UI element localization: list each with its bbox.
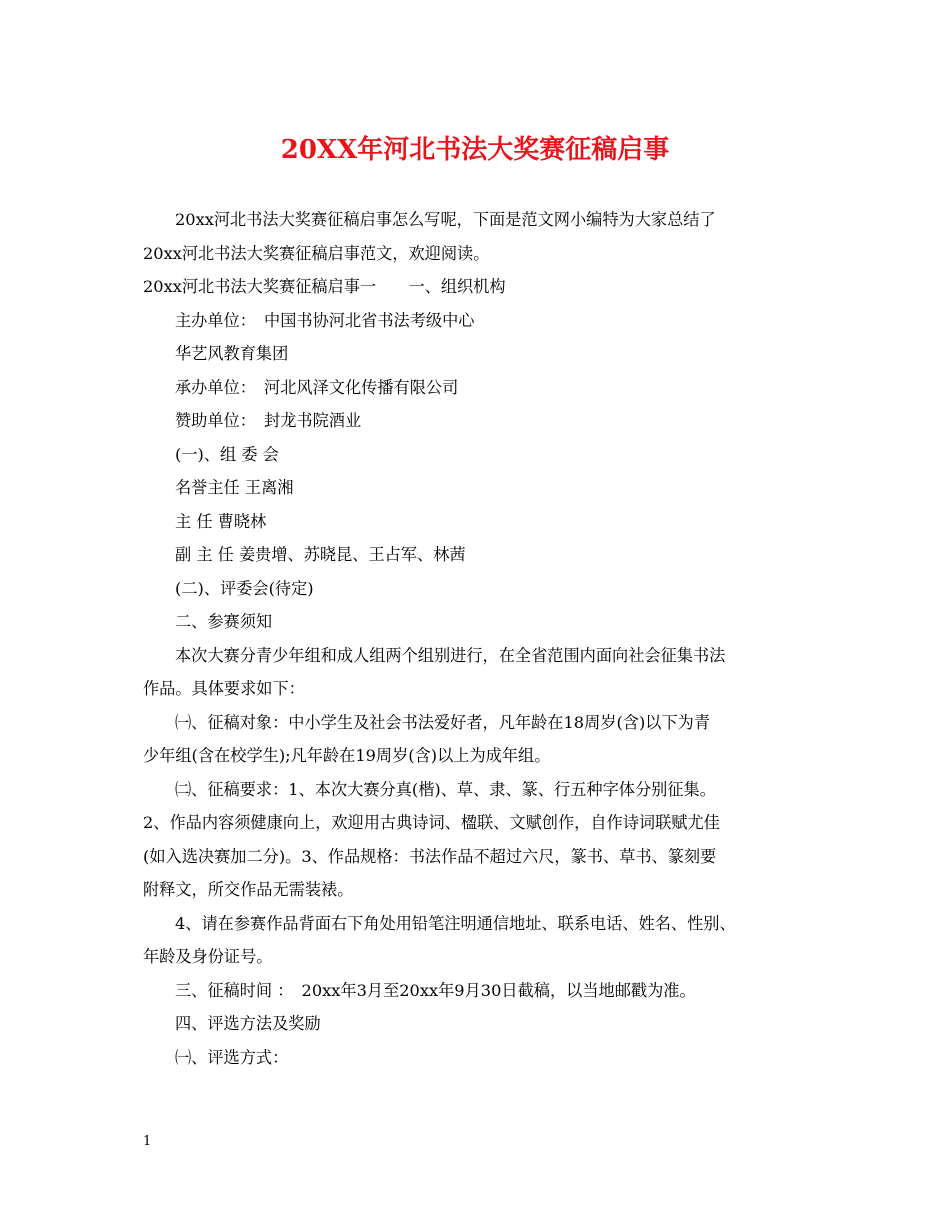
text-line: 作品。具体要求如下： <box>143 679 305 698</box>
text-line: (一)、组 委 会 <box>175 444 279 464</box>
text-line: 20xx河北书法大奖赛征稿启事一 一、组织机构 <box>143 277 506 296</box>
document-title: 20XX年河北书法大奖赛征稿启事 <box>280 135 670 165</box>
text-line: 年龄及身份证号。 <box>143 947 273 966</box>
text-line: 名誉主任 王离湘 <box>175 478 294 497</box>
text-line: (如入选决赛加二分)。3、作品规格：书法作品不超过六尺，篆书、草书、篆刻要 <box>143 846 717 866</box>
text-line: 华艺风教育集团 <box>175 344 289 363</box>
text-line: 2、作品内容须健康向上，欢迎用古典诗词、楹联、文赋创作，自作诗词联赋尤佳 <box>143 813 720 832</box>
document-body <box>143 203 823 1074</box>
text-line: 副 主 任 姜贵增、苏晓昆、王占军、林茜 <box>175 545 466 564</box>
text-line: 三、征稿时间 ： 20xx年3月至20xx年9月30日截稿，以当地邮戳为准。 <box>175 980 696 1000</box>
text-line: (二)、评委会(待定) <box>175 578 314 598</box>
text-line: 主 任 曹晓林 <box>175 511 267 531</box>
text-line: ㈡、征稿要求：1、本次大赛分真(楷)、草、隶、篆、行五种字体分别征集。 <box>175 779 716 799</box>
text-line: 附释文，所交作品无需装裱。 <box>143 880 354 899</box>
text-line: 四、评选方法及奖励 <box>175 1014 321 1033</box>
page-number: 1 <box>143 1134 152 1149</box>
text-line: 承办单位： 河北风泽文化传播有限公司 <box>175 377 459 397</box>
text-line: 主办单位： 中国书协河北省书法考级中心 <box>175 310 475 330</box>
text-line: 二、参赛须知 <box>175 612 273 631</box>
text-line: 少年组(含在校学生);凡年龄在19周岁(含)以上为成年组。 <box>143 746 551 765</box>
text-line: ㈠、评选方式： <box>175 1047 289 1067</box>
text-line: 20xx河北书法大奖赛征稿启事范文，欢迎阅读。 <box>143 243 490 263</box>
text-line: ㈠、征稿对象：中小学生及社会书法爱好者，凡年龄在18周岁(含)以下为青 <box>175 712 711 732</box>
text-line: 20xx河北书法大奖赛征稿启事怎么写呢，下面是范文网小编特为大家总结了 <box>175 210 716 229</box>
text-line: 4、请在参赛作品背面右下角处用铅笔注明通信地址、联系电话、姓名、性别、 <box>175 913 736 933</box>
text-line: 本次大赛分青少年组和成人组两个组别进行，在全省范围内面向社会征集书法 <box>175 645 726 665</box>
text-line: 赞助单位： 封龙书院酒业 <box>175 411 362 430</box>
